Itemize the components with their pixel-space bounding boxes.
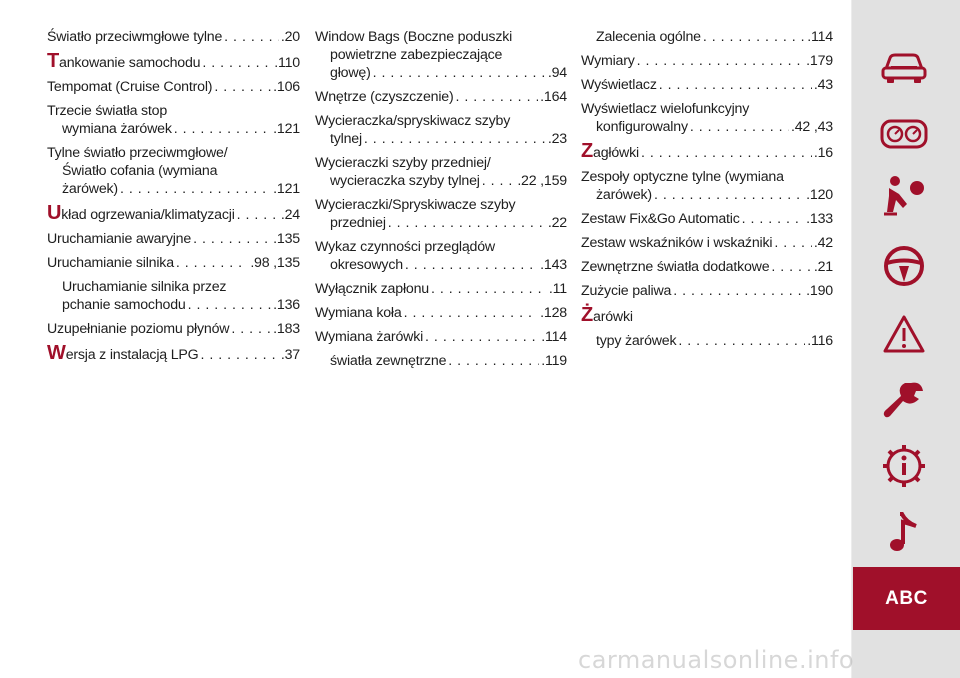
section-letter: Ż (581, 304, 594, 326)
index-entry (581, 306, 833, 326)
page-reference[interactable]: .43 (813, 77, 833, 93)
page-reference[interactable]: .121 (273, 181, 300, 197)
page-reference[interactable]: .23 (547, 131, 567, 147)
page-reference[interactable]: .136 (273, 297, 300, 313)
index-entry-text: Wyświetlacz wielofunkcyjny (581, 101, 750, 117)
warning-triangle-icon[interactable] (878, 308, 930, 360)
dot-leader (224, 28, 279, 46)
dot-leader (237, 206, 279, 224)
page-reference[interactable]: .94 (547, 65, 567, 81)
dot-leader (214, 78, 271, 96)
dot-leader (425, 328, 539, 346)
index-entry-text: Uzupełnianie poziomu płynów (47, 321, 230, 337)
index-entry-text: Zużycie paliwa (581, 283, 672, 299)
index-entry-text: tylnej (330, 131, 362, 147)
index-entry (47, 78, 300, 96)
dot-leader (659, 76, 812, 94)
dot-leader (456, 88, 539, 106)
abc-index-tab[interactable]: ABC (853, 567, 960, 630)
index-entry-text: światła zewnętrzne (330, 353, 447, 369)
dot-leader (673, 282, 804, 300)
index-entry (315, 238, 567, 274)
index-entry-text: Wymiana żarówki (315, 329, 424, 345)
index-entry-text: Uruchamianie silnika (47, 255, 174, 271)
index-entry (315, 88, 567, 106)
index-entry (315, 112, 567, 148)
steering-wheel-icon[interactable] (878, 240, 930, 292)
dot-leader (405, 256, 538, 274)
index-entry-text: Trzecie światła stop (47, 103, 168, 119)
page-reference[interactable]: .128 (540, 305, 567, 321)
index-entry (47, 204, 300, 224)
page-reference[interactable]: .143 (540, 257, 567, 273)
index-entry-text: Uruchamianie awaryjne (47, 231, 192, 247)
page-reference[interactable]: .116 (807, 333, 833, 349)
page-reference[interactable]: .135 (273, 231, 300, 247)
index-entry-text: okresowych (330, 257, 403, 273)
index-entry (581, 168, 833, 204)
wrench-icon[interactable] (878, 374, 930, 426)
page-reference[interactable]: .133 (806, 211, 833, 227)
index-entry-text: Wymiana koła (315, 305, 402, 321)
index-entry (47, 102, 300, 138)
index-entry (315, 28, 567, 82)
index-entry-text: Zestaw wskaźników i wskaźniki (581, 235, 773, 251)
car-icon[interactable] (878, 42, 930, 94)
index-column-3 (581, 28, 833, 356)
index-entry (581, 210, 833, 228)
dashboard-icon[interactable] (878, 108, 930, 160)
index-entry (315, 328, 567, 346)
index-entry-text: Układ ogrzewania/klimatyzacji (47, 202, 235, 224)
index-entry (315, 280, 567, 298)
index-entry-text: Wycieraczki/Spryskiwacze szyby (315, 197, 516, 213)
dot-leader (174, 120, 271, 138)
index-entry-text: powietrzne zabezpieczające (330, 47, 503, 63)
dot-leader (742, 210, 805, 228)
section-letter: W (47, 342, 66, 364)
dot-leader (448, 352, 539, 370)
dot-leader (641, 144, 812, 162)
index-entry-text: Wnętrze (czyszczenie) (315, 89, 454, 105)
index-entry-text: żarówek) (596, 187, 652, 203)
index-entry (315, 154, 567, 190)
index-entry (581, 282, 833, 300)
section-letter: Z (581, 140, 594, 162)
dot-leader (364, 130, 546, 148)
page-reference[interactable]: .22 (547, 215, 567, 231)
index-entry-text: Tempomat (Cruise Control) (47, 79, 213, 95)
airbag-seat-icon[interactable] (878, 170, 930, 222)
dot-leader (373, 64, 546, 82)
page-reference[interactable]: .11 (548, 281, 567, 297)
index-entry (47, 344, 300, 364)
info-gear-icon[interactable] (878, 440, 930, 492)
index-entry-text: Wyłącznik zapłonu (315, 281, 429, 297)
index-entry-text: Tankowanie samochodu (47, 50, 201, 72)
index-entry-text: Zespoły optyczne tylne (wymiana (581, 169, 784, 185)
page-reference[interactable]: .190 (806, 283, 833, 299)
index-entry-text: wycieraczka szyby tylnej (330, 173, 480, 189)
index-entry-text: Wycieraczka/spryskiwacz szyby (315, 113, 511, 129)
page-reference[interactable]: .114 (807, 29, 833, 45)
index-entry (581, 52, 833, 70)
page-reference[interactable]: .98 ,135 (250, 255, 300, 271)
dot-leader (774, 234, 812, 252)
page-reference[interactable]: .179 (806, 53, 833, 69)
index-entry (581, 76, 833, 94)
index-entry-text: żarówek) (62, 181, 118, 197)
dot-leader (703, 28, 805, 46)
dot-leader (482, 172, 516, 190)
dot-leader (678, 332, 805, 350)
index-entry-text: Wycieraczki szyby przedniej/ (315, 155, 491, 171)
dot-leader (193, 230, 271, 248)
index-entry (581, 100, 833, 136)
index-entry-text: Zewnętrzne światła dodatkowe (581, 259, 770, 275)
index-entry (315, 304, 567, 322)
dot-leader (637, 52, 805, 70)
dot-leader (201, 346, 279, 364)
page-reference[interactable]: .42 (813, 235, 833, 251)
page-reference[interactable]: .21 (813, 259, 833, 275)
page-reference[interactable]: .106 (273, 79, 300, 95)
index-entry-text: typy żarówek (596, 333, 677, 349)
dot-leader (431, 280, 547, 298)
page-reference[interactable]: .119 (541, 353, 567, 369)
index-entry (581, 332, 833, 350)
index-entry-text: Window Bags (Boczne poduszki (315, 29, 513, 45)
index-entry (47, 28, 300, 46)
index-entry-text: konfigurowalny (596, 119, 688, 135)
index-entry (47, 320, 300, 338)
index-entry (47, 52, 300, 72)
index-entry (315, 196, 567, 232)
page-reference[interactable]: .110 (274, 55, 300, 71)
index-entry-text: Światło cofania (wymiana (62, 163, 218, 179)
index-entry-text: Zestaw Fix&Go Automatic (581, 211, 740, 227)
page-reference[interactable]: .22 ,159 (517, 173, 567, 189)
index-entry (47, 278, 300, 314)
page-reference[interactable]: .120 (806, 187, 833, 203)
page-reference[interactable]: .42 ,43 (791, 119, 833, 135)
music-note-icon[interactable] (878, 506, 930, 558)
index-entry-text: przedniej (330, 215, 386, 231)
page-reference[interactable]: .20 (280, 29, 300, 45)
index-entry-text: głowę) (330, 65, 371, 81)
index-entry (581, 234, 833, 252)
index-entry-text: wymiana żarówek (62, 121, 172, 137)
dot-leader (202, 54, 272, 72)
index-entry-text: Uruchamianie silnika przez (62, 279, 227, 295)
index-entry-text: Wykaz czynności przeglądów (315, 239, 495, 255)
index-entry (47, 144, 300, 198)
index-entry (315, 352, 567, 370)
page-reference[interactable]: .37 (280, 347, 300, 363)
page-reference[interactable]: .16 (813, 145, 833, 161)
section-letter: T (47, 50, 60, 72)
index-column-2 (315, 28, 567, 376)
dot-leader (188, 296, 272, 314)
index-entry-text: Zagłówki (581, 140, 639, 162)
index-entry-text: Zalecenia ogólne (596, 29, 701, 45)
index-entry (581, 258, 833, 276)
page-reference[interactable]: .164 (540, 89, 567, 105)
page-reference[interactable]: .114 (541, 329, 567, 345)
index-entry (47, 254, 300, 272)
page-reference[interactable]: .24 (280, 207, 300, 223)
dot-leader (404, 304, 539, 322)
index-column-1 (47, 28, 300, 370)
index-entry (47, 230, 300, 248)
index-entry-text: Wersja z instalacją LPG (47, 342, 199, 364)
page-reference[interactable]: .121 (273, 121, 300, 137)
section-letter: U (47, 202, 62, 224)
index-entry-text: Tylne światło przeciwmgłowe/ (47, 145, 228, 161)
dot-leader (654, 186, 804, 204)
index-entry (581, 142, 833, 162)
dot-leader (771, 258, 811, 276)
dot-leader (176, 254, 248, 272)
dot-leader (120, 180, 271, 198)
index-entry (581, 28, 833, 46)
watermark: carmanualsonline.info (578, 646, 855, 674)
index-entry-text: Wyświetlacz (581, 77, 657, 93)
page-reference[interactable]: .183 (273, 321, 300, 337)
dot-leader (690, 118, 789, 136)
index-entry-text: Wymiary (581, 53, 635, 69)
dot-leader (231, 320, 271, 338)
index-entry-text: Światło przeciwmgłowe tylne (47, 29, 223, 45)
dot-leader (388, 214, 546, 232)
index-entry-text: pchanie samochodu (62, 297, 186, 313)
index-entry-text: Żarówki (581, 304, 633, 326)
